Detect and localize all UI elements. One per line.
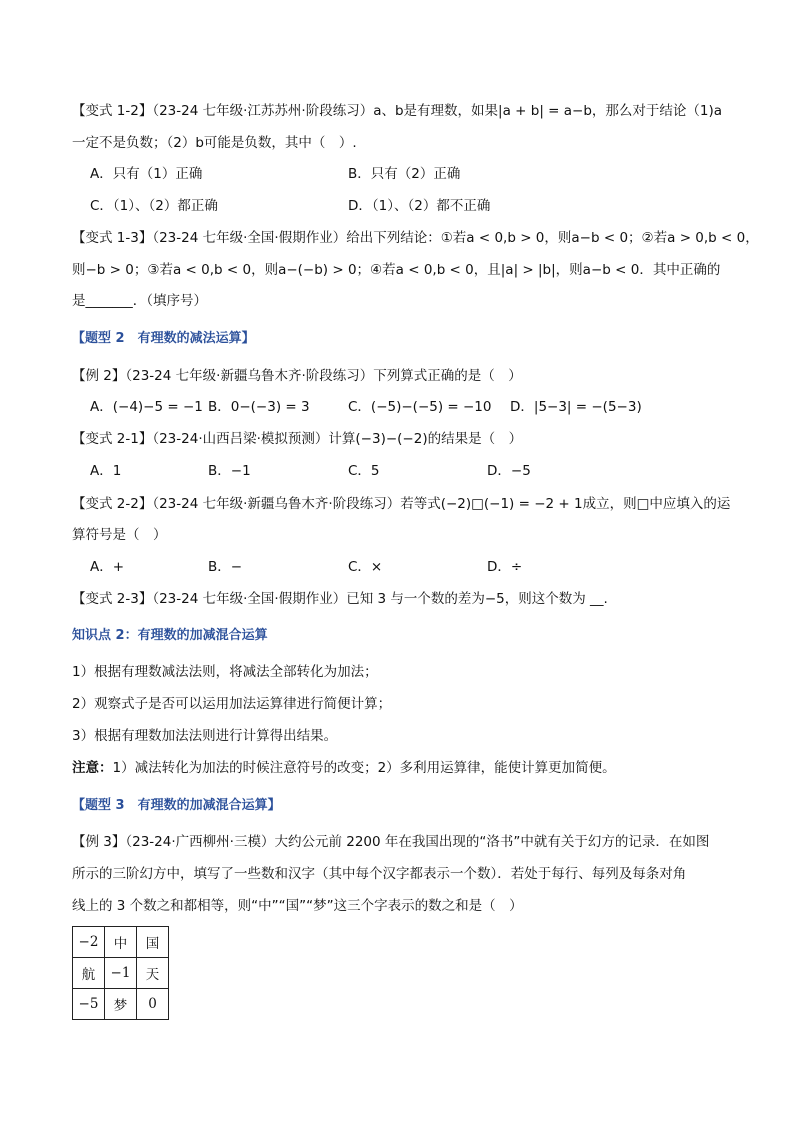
kp2-item2: 2）观察式子是否可以运用加法运算律进行简便计算； (72, 696, 392, 712)
kp2-heading: 知识点 2：有理数的加减混合运算 (72, 628, 268, 643)
q12-option-d: D．（1）、（2）都不正确 (348, 198, 491, 214)
ex2-option-a: A．(−4)−5 = −1 (90, 399, 203, 415)
q21-option-a: A．1 (90, 463, 122, 479)
ex3-line3: 线上的 3 个数之和都相等，则“中”“国”“梦”这三个字表示的数之和是（ ） (72, 898, 523, 914)
q12-option-a: A．只有（1）正确 (90, 166, 203, 182)
kp2-note-label: 注意： (72, 760, 113, 776)
q21-option-d: D．−5 (487, 463, 531, 479)
kp2-item3: 3）根据有理数加法法则进行计算得出结果。 (72, 728, 338, 744)
magic-square-cell: 中 (105, 927, 137, 958)
magic-square-cell: 天 (137, 958, 169, 989)
magic-square-table (72, 926, 169, 1020)
magic-square-cell: 梦 (105, 989, 137, 1020)
ex2-option-b: B．0−(−3) = 3 (208, 399, 310, 415)
q12-option-b: B．只有（2）正确 (348, 166, 461, 182)
type3-heading: 【题型 3 有理数的加减混合运算】 (72, 798, 281, 813)
magic-square-cell: −2 (73, 927, 105, 958)
q12-line2: 一定不是负数；（2）b可能是负数，其中（ ）. (72, 135, 357, 151)
kp2-note (72, 758, 616, 778)
magic-square-cell: 0 (137, 989, 169, 1020)
q21-option-c: C．5 (348, 463, 380, 479)
kp2-note-text: 1）减法转化为加法的时候注意符号的改变；2）多利用运算律，能使计算更加简便。 (112, 760, 616, 776)
ex3-line1: 【例 3】（23-24·广西柳州·三模）大约公元前 2200 年在我国出现的“洛书”中就有关于幻方的记录．在如图 (72, 834, 710, 850)
q21-option-b: B．−1 (208, 463, 251, 479)
magic-square-cell: 国 (137, 927, 169, 958)
q23-line1: 【变式 2-3】（23-24 七年级·全国·假期作业）已知 3 与一个数的差为−5，则这个数为 __. (72, 591, 608, 607)
q22-option-c: C．× (348, 559, 383, 575)
q22-line2: 算符号是（ ） (72, 527, 167, 543)
magic-square-row (73, 958, 169, 989)
ex3-line2: 所示的三阶幻方中，填写了一些数和汉字（其中每个汉字都表示一个数）．若处于每行、每列及每条对角 (72, 866, 687, 882)
q21-line1: 【变式 2-1】（23-24·山西吕梁·模拟预测）计算(−3)−(−2)的结果是（ ） (72, 431, 523, 447)
ex2-option-d: D．|5−3| = −(5−3) (510, 399, 642, 415)
magic-square-cell: 航 (73, 958, 105, 989)
kp2-item1: 1）根据有理数减法法则，将减法全部转化为加法； (72, 664, 378, 680)
magic-square-row (73, 927, 169, 958)
q22-option-a: A．+ (90, 559, 125, 575)
ex2-option-c: C．(−5)−(−5) = −10 (348, 399, 492, 415)
ex2-line1: 【例 2】（23-24 七年级·新疆乌鲁木齐·阶段练习）下列算式正确的是（ ） (72, 368, 522, 384)
magic-square-row (73, 989, 169, 1020)
q22-option-b: B．− (208, 559, 243, 575)
magic-square-cell: −5 (73, 989, 105, 1020)
q12-option-c: C．（1）、（2）都正确 (90, 198, 218, 214)
q13-line1: 【变式 1-3】（23-24 七年级·全国·假期作业）给出下列结论：①若a < 0,b > 0，则a−b < 0；②若a > 0,b < 0， (72, 230, 759, 246)
q22-line1: 【变式 2-2】（23-24 七年级·新疆乌鲁木齐·阶段练习）若等式(−2)□(−1) = −2 + 1成立，则□中应填入的运 (72, 496, 731, 512)
q13-line3: 是_______．（填序号） (72, 293, 207, 309)
q22-option-d: D．÷ (487, 559, 523, 575)
q13-line2: 则−b > 0；③若a < 0,b < 0，则a−(−b) > 0；④若a < 0,b < 0，且|a| > |b|，则a−b < 0．其中正确的 (72, 262, 721, 278)
magic-square-cell: −1 (105, 958, 137, 989)
type2-heading: 【题型 2 有理数的减法运算】 (72, 331, 255, 346)
q12-line1: 【变式 1-2】（23-24 七年级·江苏苏州·阶段练习）a、b是有理数，如果|a + b| = a−b，那么对于结论（1)a (72, 103, 723, 119)
